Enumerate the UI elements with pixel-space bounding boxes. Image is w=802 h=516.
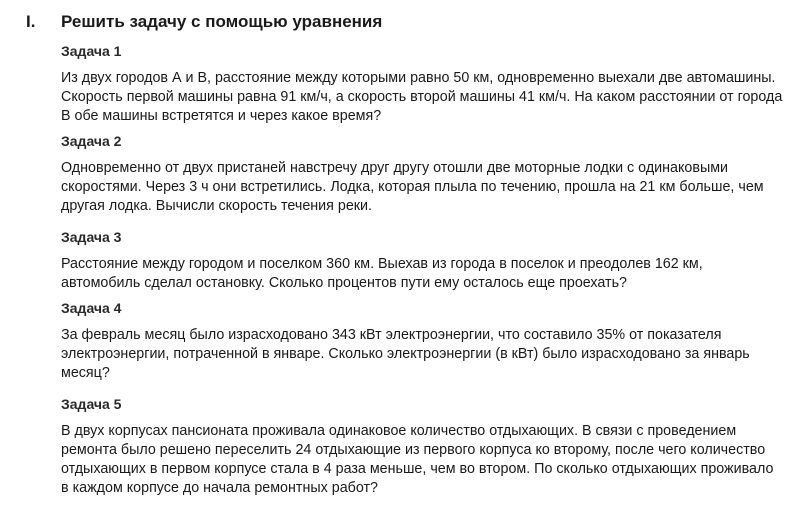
task-text: Одновременно от двух пристаней навстречу друг другу отошли две моторные лодки с одинаковыми скоростями. Через 3 ч они встретились. Лодка, которая плыла по течению, прошла на 21 км больше, чем другая лодка. Вычисли скорость течения реки. [61,160,764,214]
section-header [26,10,792,34]
task-4 [61,299,784,383]
task-text: В двух корпусах пансионата проживала одинаковое количество отдыхающих. В связи с проведением ремонта было решено переселить 24 отдыхающие из первого корпуса ко второму, после чего количество отдыхающих в первом корпусе стала в 4 раза меньше, чем во втором. По сколько отдыхающих проживало в каждом корпусе до начала ремонтных работ? [61,423,774,496]
task-1 [61,42,784,126]
task-3 [61,228,784,293]
task-text: Из двух городов А и В, расстояние между которыми равно 50 км, одновременно выехали две автомашины. Скорость первой машины равна 91 км/ч, а скорость второй машины 41 км/ч. На каком расстоянии от города В обе машины встретятся и через какое время? [61,70,783,124]
task-text: За февраль месяц было израсходовано 343 кВт электроэнергии, что составило 35% от показателя электроэнергии, потраченной в январе. Сколько электроэнергии (в кВт) было израсходовано за январь месяц? [61,327,750,381]
task-title: Задача 3 [61,229,122,245]
section-number: I. [26,12,36,31]
task-text: Расстояние между городом и поселком 360 км. Выехав из города в поселок и преодолев 162 км, автомобиль сделал остановку. Сколько процентов пути ему осталось еще проехать? [61,256,703,291]
task-5 [61,395,784,498]
task-list [61,42,784,504]
task-title: Задача 4 [61,300,122,316]
task-2 [61,132,784,216]
task-title: Задача 2 [61,133,122,149]
task-title: Задача 1 [61,43,122,59]
task-title: Задача 5 [61,396,122,412]
section-title: Решить задачу с помощью уравнения [61,12,383,31]
